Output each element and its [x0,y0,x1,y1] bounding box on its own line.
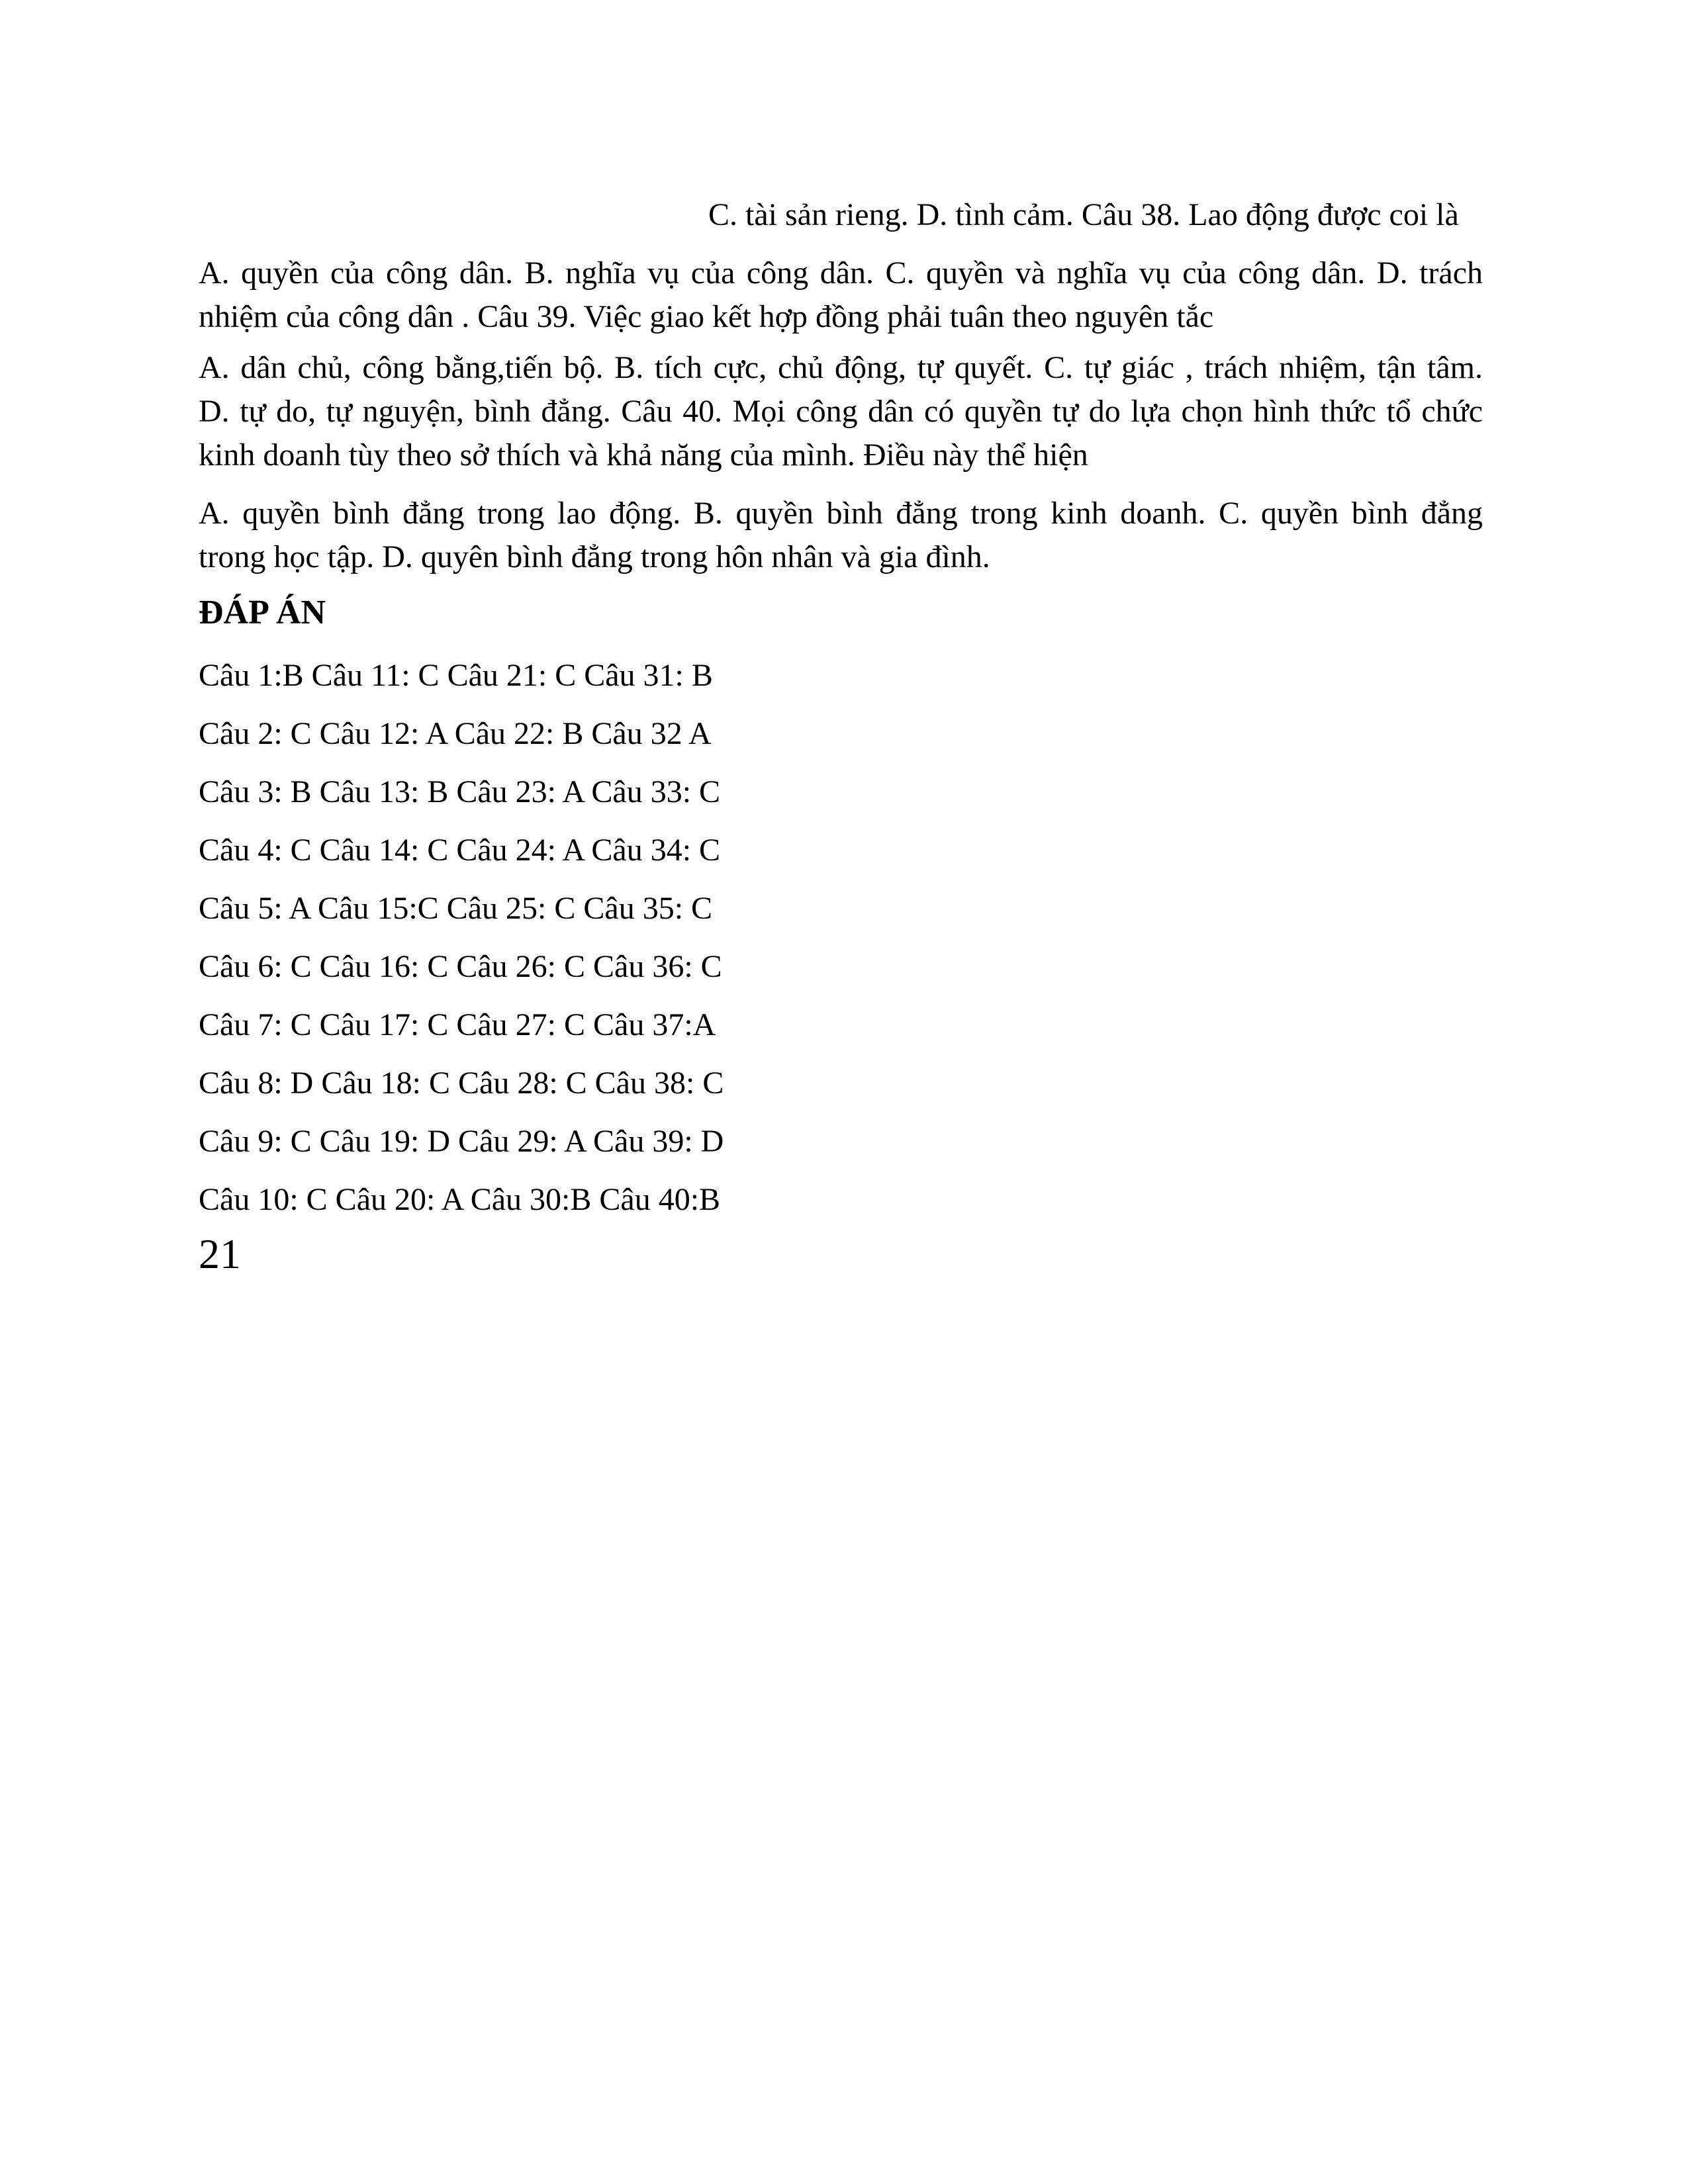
answer-line: Câu 10: C Câu 20: A Câu 30:B Câu 40:B [199,1182,721,1217]
answer-line: Câu 1:B Câu 11: C Câu 21: C Câu 31: B [199,658,713,693]
paragraph [199,193,1483,237]
text-line: A. quyền của công dân. B. nghĩa vụ của công dân. C. quyền và nghĩa vụ của công dân. D. trách [199,255,1483,291]
text-line: D. tự do, tự nguyện, bình đẳng. Câu 40. Mọi công dân có quyền tự do lựa chọn hình thức tổ chức [199,394,1483,429]
answer-line: Câu 7: C Câu 17: C Câu 27: C Câu 37:A [199,1007,716,1042]
document-body [199,193,1483,1281]
text-line: trong học tập. D. quyên bình đẳng trong hôn nhân và gia đình. [199,539,990,574]
answer-line: Câu 9: C Câu 19: D Câu 29: A Câu 39: D [199,1124,724,1159]
text-line: A. dân chủ, công bằng,tiến bộ. B. tích cực, chủ động, tự quyết. C. tự giác , trách nhiệm, tận tâm. [199,350,1483,385]
paragraph [199,251,1483,339]
text-line: kinh doanh tùy theo sở thích và khả năng của mình. Điều này thể hiện [199,437,1088,473]
text-line: nhiệm của công dân . Câu 39. Việc giao kết hợp đồng phải tuân theo nguyên tắc [199,299,1214,334]
answer-key-heading: ĐÁP ÁN [199,594,326,631]
answer-line: Câu 4: C Câu 14: C Câu 24: A Câu 34: C [199,833,721,868]
text-line: C. tài sản rieng. D. tình cảm. Câu 38. Lao động được coi là [708,197,1459,232]
answer-line: Câu 5: A Câu 15:C Câu 25: C Câu 35: C [199,891,713,926]
answer-line: Câu 2: C Câu 12: A Câu 22: B Câu 32 A [199,716,712,751]
answer-key-list [199,654,1483,1222]
answer-line: Câu 8: D Câu 18: C Câu 28: C Câu 38: C [199,1066,724,1101]
text-line: A. quyền bình đẳng trong lao động. B. quyền bình đẳng trong kinh doanh. C. quyền bình đẳng [199,496,1483,531]
page-number: 21 [199,1230,241,1277]
answer-line: Câu 3: B Câu 13: B Câu 23: A Câu 33: C [199,774,721,809]
answer-line: Câu 6: C Câu 16: C Câu 26: C Câu 36: C [199,949,722,984]
paragraph [199,492,1483,579]
paragraph [199,346,1483,477]
